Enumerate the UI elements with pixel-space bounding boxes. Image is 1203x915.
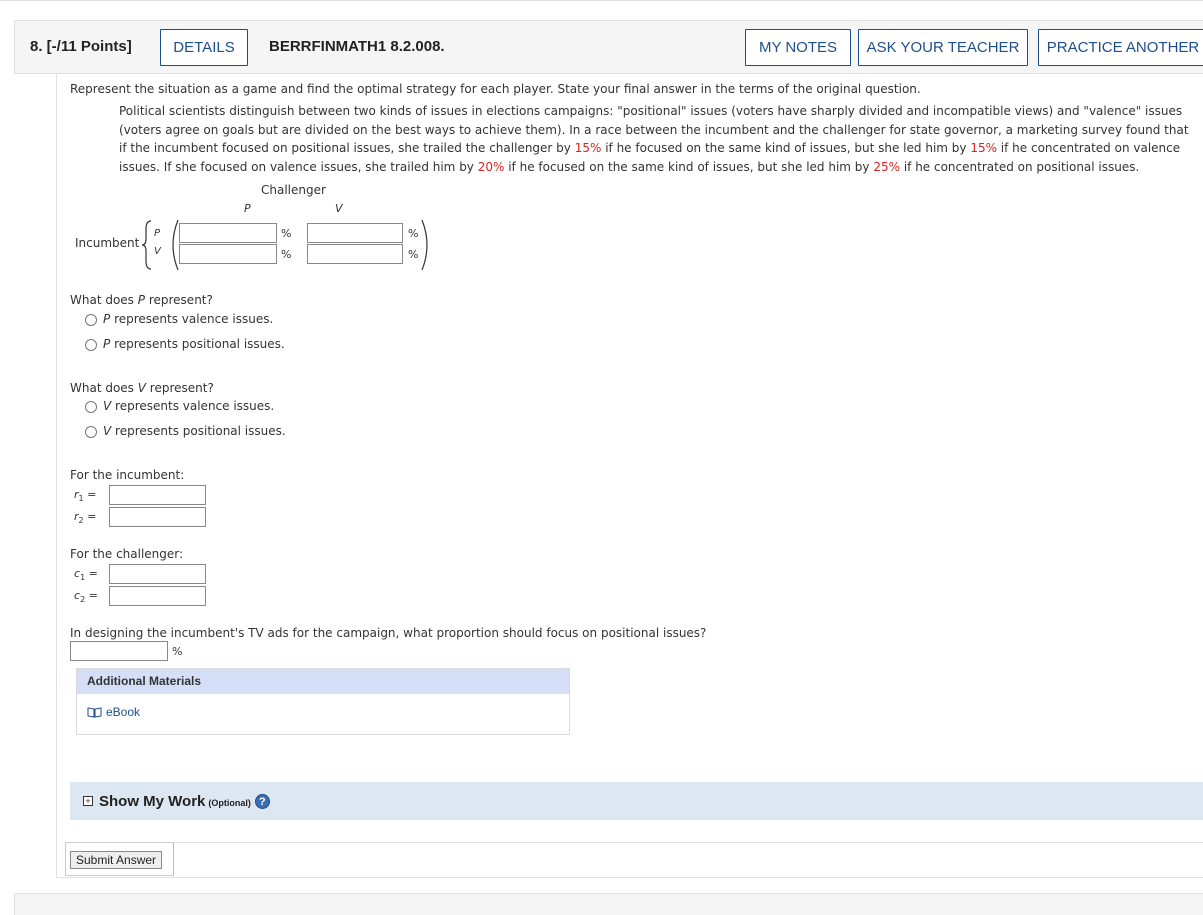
ads-proportion-input[interactable] <box>70 641 168 661</box>
c2-input[interactable] <box>109 586 206 606</box>
show-my-work-label[interactable]: Show My Work <box>99 792 206 810</box>
radio-v-positional[interactable] <box>85 426 97 438</box>
r2-input[interactable] <box>109 507 206 527</box>
highlight-value: 25% <box>873 159 900 174</box>
additional-materials-title: Additional Materials <box>77 669 569 694</box>
additional-materials <box>76 668 570 735</box>
matrix-cell-pv[interactable] <box>307 223 403 243</box>
c1-label: $c_1$ = <box>74 567 98 583</box>
highlight-value: 15% <box>970 141 997 155</box>
problem-paragraph: Political scientists distinguish between two kinds of issues in elections campaigns: "positional" issues (voters have sharply divided and incompatible views) and "valence" issues (voters agree on goals but are divided on the best ways to achieve them). In a race between the incumbent and the challenger for state governor, a marketing survey found that if the incumbent focused on positional issues, she trailed the challenger by 15% if he focused on the same kind of issues, but she led him by 15% if he concentrated on valence issues. If she focused on valence issues, she trailed him by 20% if he focused on the same kind of issues, but she led him by 25% if he concentrated on positional issues. <box>119 104 1189 174</box>
c2-label: $c_2$ = <box>74 589 98 605</box>
r1-input[interactable] <box>109 485 206 505</box>
next-question-bar <box>14 893 1203 915</box>
book-icon <box>87 706 102 718</box>
question-number: 8. [-/11 Points] <box>30 38 132 55</box>
top-divider <box>0 0 1203 1</box>
matrix-unit: % <box>408 227 419 240</box>
radio-v-valence[interactable] <box>85 401 97 413</box>
option-p-positional: P represents positional issues. <box>103 337 285 351</box>
matrix-unit: % <box>408 248 419 261</box>
optional-label: (Optional) <box>208 798 251 808</box>
question-code: BERRFINMATH1 8.2.008. <box>269 38 445 55</box>
expand-plus-icon[interactable]: + <box>83 796 93 806</box>
ads-prompt: In designing the incumbent's TV ads for the campaign, what proportion should focus on positional issues? <box>70 626 707 640</box>
matrix-row-player: Incumbent <box>75 236 140 250</box>
show-my-work-bar[interactable] <box>70 782 1203 820</box>
submit-area <box>65 842 174 876</box>
question-header <box>14 20 1203 74</box>
r2-label: $r_2$ = <box>74 510 97 526</box>
ebook-link[interactable]: eBook <box>87 705 140 719</box>
ads-unit: % <box>172 645 183 658</box>
option-v-positional: V represents positional issues. <box>103 424 286 438</box>
radio-p-positional[interactable] <box>85 339 97 351</box>
submit-answer-button[interactable]: Submit Answer <box>70 851 162 869</box>
matrix-column-player: Challenger <box>261 183 326 197</box>
matrix-col-v: V <box>335 202 343 215</box>
instruction-text: Represent the situation as a game and find the optimal strategy for each player. State your final answer in the terms of the original question. <box>70 82 921 96</box>
details-button[interactable]: DETAILS <box>160 29 248 66</box>
matrix-right-paren <box>419 217 433 273</box>
highlight-value: 20% <box>477 159 505 174</box>
challenger-label: For the challenger: <box>70 547 184 561</box>
radio-p-valence[interactable] <box>85 314 97 326</box>
question-body <box>56 74 1203 878</box>
matrix-row-v: V <box>154 246 161 257</box>
ask-teacher-button[interactable]: ASK YOUR TEACHER <box>858 29 1028 66</box>
q-v-prompt: What does V represent? <box>70 381 214 395</box>
matrix-col-p: P <box>244 202 251 215</box>
incumbent-label: For the incumbent: <box>70 468 185 482</box>
help-icon[interactable]: ? <box>255 794 270 809</box>
matrix-cell-pp[interactable] <box>179 223 277 243</box>
q-p-prompt: What does P represent? <box>70 293 213 307</box>
matrix-brackets <box>141 217 181 273</box>
matrix-row-p: P <box>154 228 161 239</box>
highlight-value: 15% <box>574 141 602 155</box>
matrix-unit: % <box>281 248 292 261</box>
option-p-valence: P represents valence issues. <box>103 312 274 326</box>
practice-another-button[interactable]: PRACTICE ANOTHER <box>1038 29 1203 66</box>
option-v-valence: V represents valence issues. <box>103 399 275 413</box>
submit-divider <box>174 842 1203 843</box>
my-notes-button[interactable]: MY NOTES <box>745 29 851 66</box>
r1-label: $r_1$ = <box>74 488 97 504</box>
matrix-cell-vp[interactable] <box>179 244 277 264</box>
matrix-unit: % <box>281 227 292 240</box>
c1-input[interactable] <box>109 564 206 584</box>
matrix-cell-vv[interactable] <box>307 244 403 264</box>
